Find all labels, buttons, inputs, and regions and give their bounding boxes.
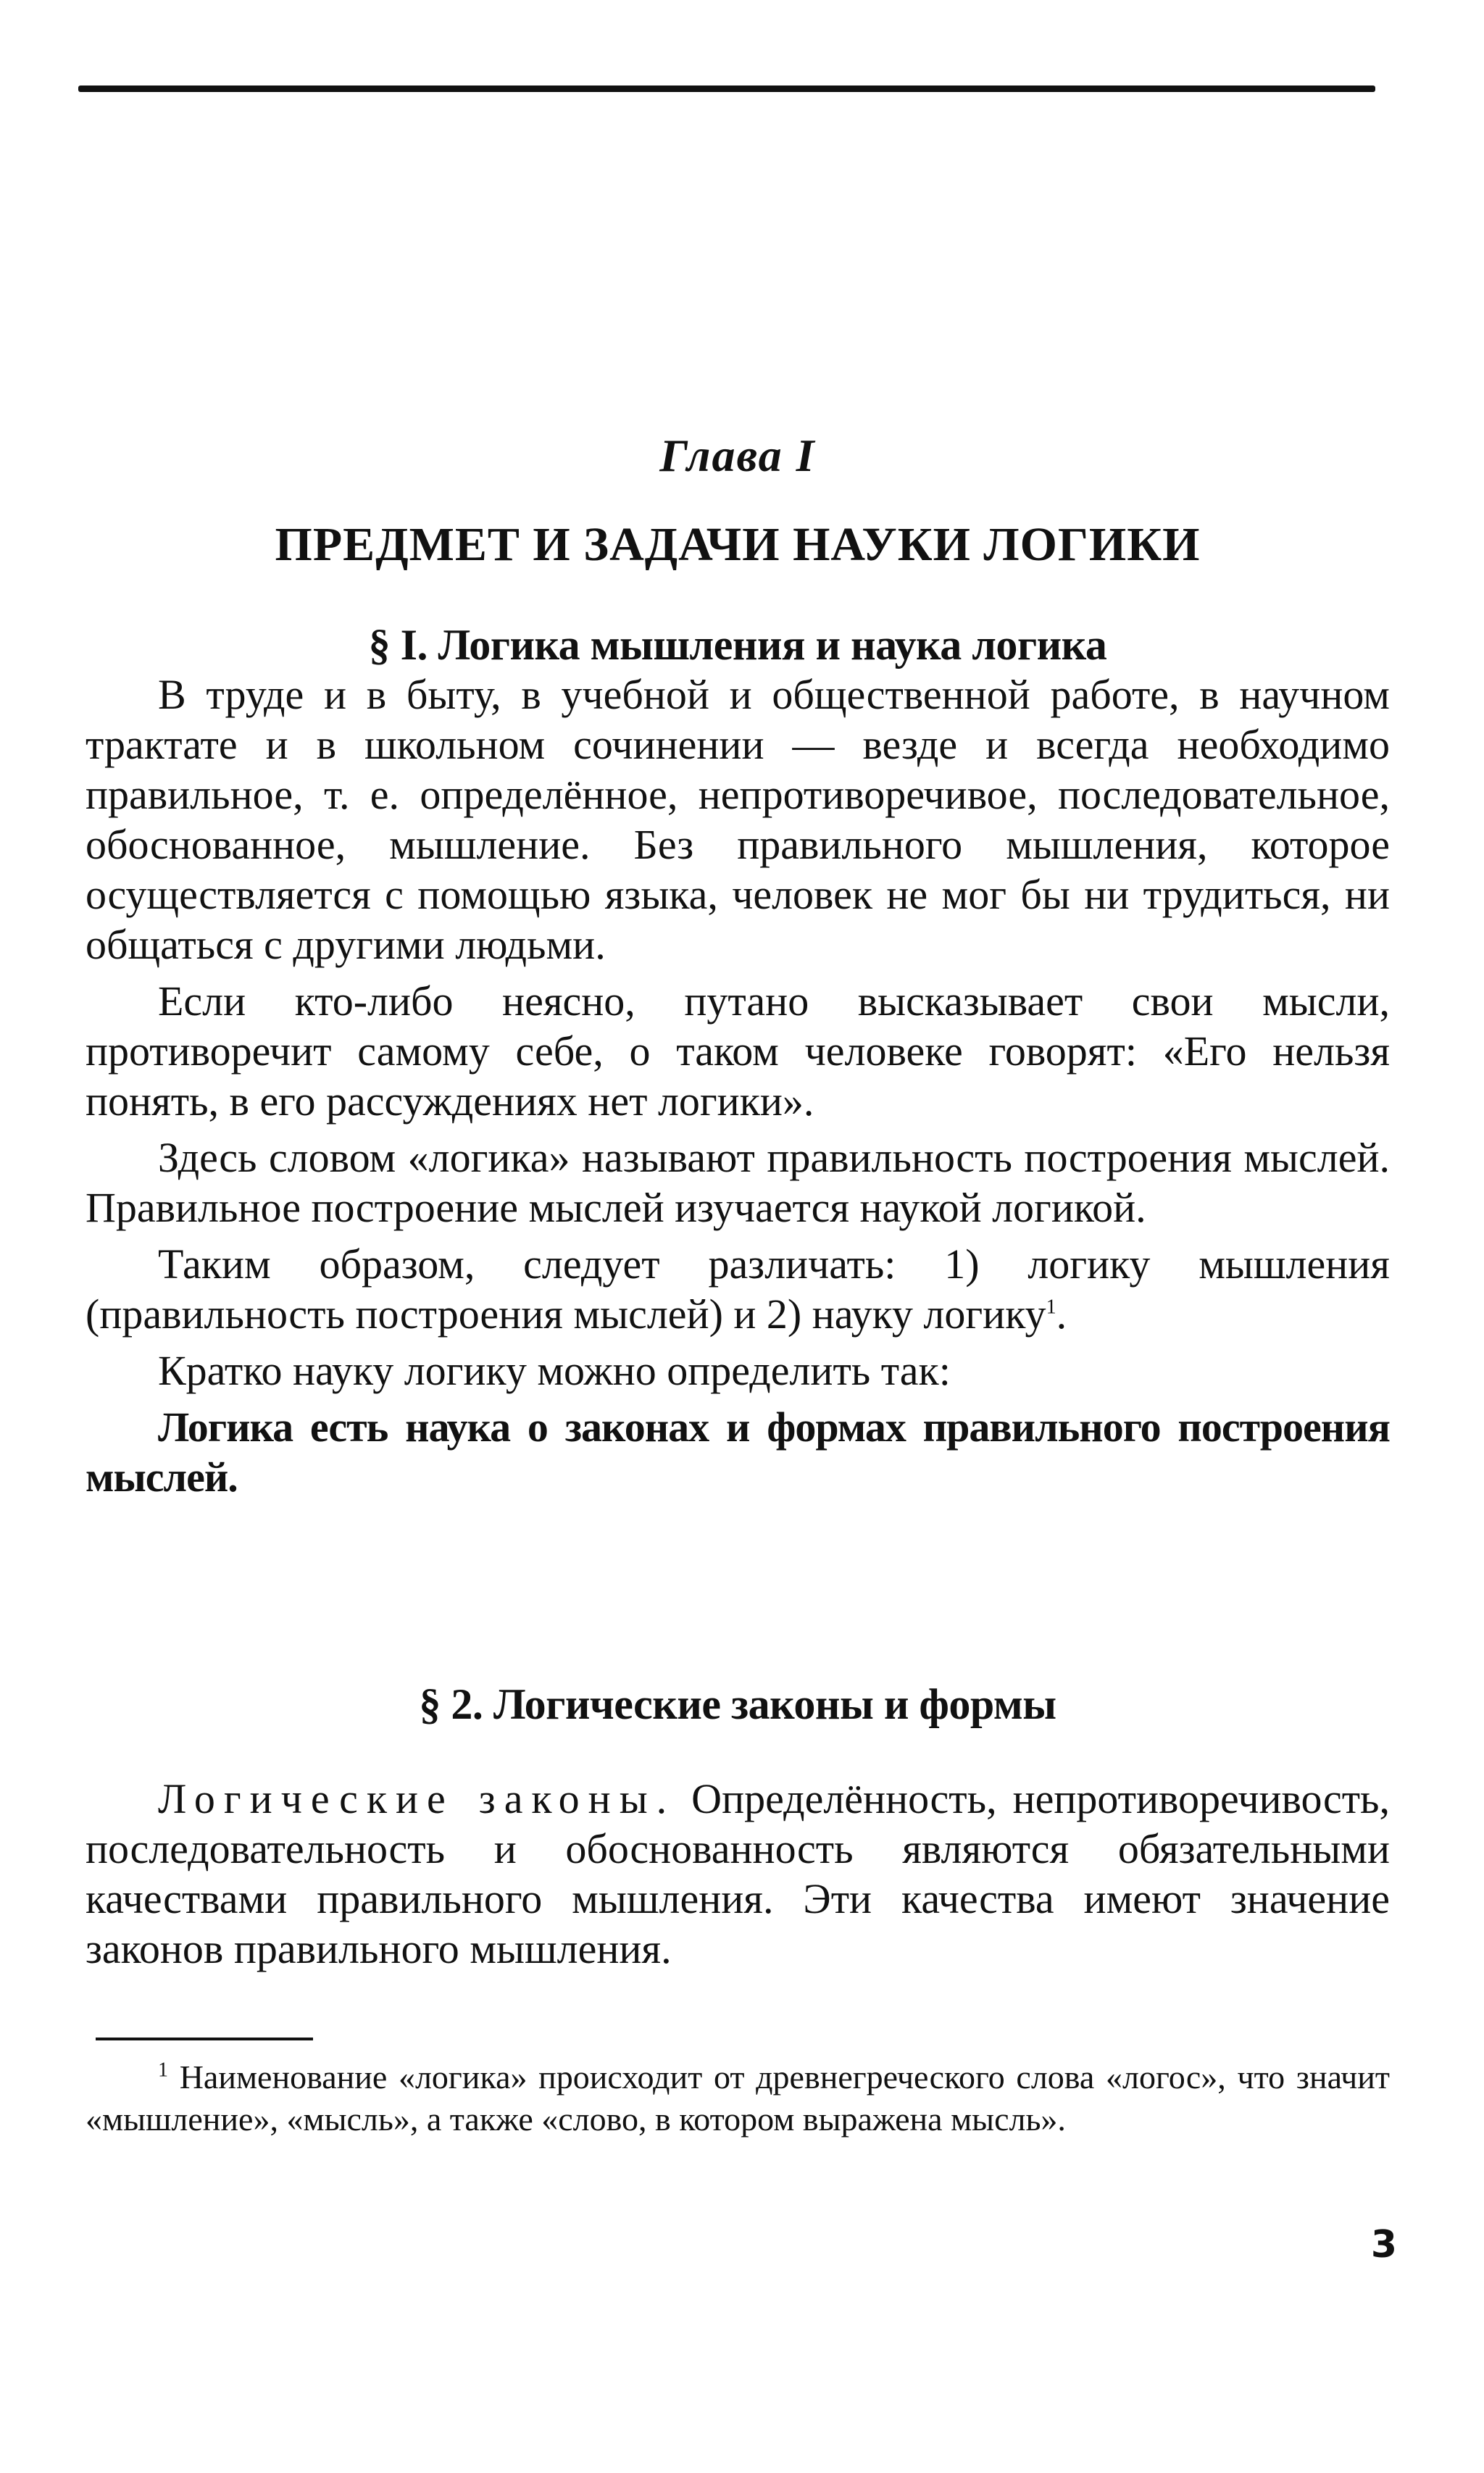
footnote-mark: 1 (158, 2059, 168, 2082)
paragraph: Здесь словом «логика» называют правильность построения мыслей. Правильное построение мыслей изучается наукой логикой. (86, 1134, 1390, 1231)
footnote-reference: 1 (1046, 1296, 1056, 1319)
paragraph (86, 1774, 1390, 1974)
section-1-heading: § I. Логика мышления и наука логика (368, 621, 1107, 669)
logic-definition: Логика есть наука о законах и формах правильного построения мыслей. (86, 1404, 1390, 1501)
footnote-text: Наименование «логика» происходит от древнегреческого слова «логос», что значит «мышление», «мысль», а также «слово, в котором выражена мысль». (86, 2059, 1390, 2138)
paragraph: Кратко науку логику можно определить так: (158, 1347, 951, 1394)
section-1-body (86, 670, 1390, 1509)
page-number: 3 (1370, 2223, 1397, 2266)
chapter-title: ПРЕДМЕТ И ЗАДАЧИ НАУКИ ЛОГИКИ (275, 518, 1201, 571)
paragraph-text: Таким образом, следует различать: 1) логику мышления (правильность построения мыслей) и 2) науку логику (86, 1240, 1390, 1338)
paragraph-text: Определённость, непротиворечивость, последовательность и обоснованность являются обязательными качествами правильного мышления. Эти качества имеют значение законов правильного мышления. (86, 1775, 1390, 1972)
paragraph: В труде и в быту, в учебной и общественной работе, в научном трактате и в школьном сочинении — везде и всегда необходимо правильное, т. е. определённое, непротиворечивое, последовательное, обоснованное, мышление. Без правильного мышления, которое осуществляется с помощью языка, человек не мог бы ни трудиться, ни общаться с другими людьми. (86, 671, 1390, 968)
section-2-heading: § 2. Логические законы и формы (419, 1680, 1056, 1728)
section-2-body (86, 1774, 1390, 1980)
top-rule (78, 86, 1375, 92)
paragraph: Если кто-либо неясно, путано высказывает свои мысли, противоречит самому себе, о таком человеке говорят: «Его нельзя понять, в его рассуждениях нет логики». (86, 977, 1390, 1125)
chapter-label: Глава I (659, 430, 816, 481)
footnote (86, 2056, 1390, 2140)
paragraph-end: . (1056, 1290, 1067, 1338)
paragraph (86, 1239, 1390, 1339)
footnote-rule (96, 2038, 313, 2040)
spaced-lead-term: Логические законы. (158, 1775, 676, 1822)
